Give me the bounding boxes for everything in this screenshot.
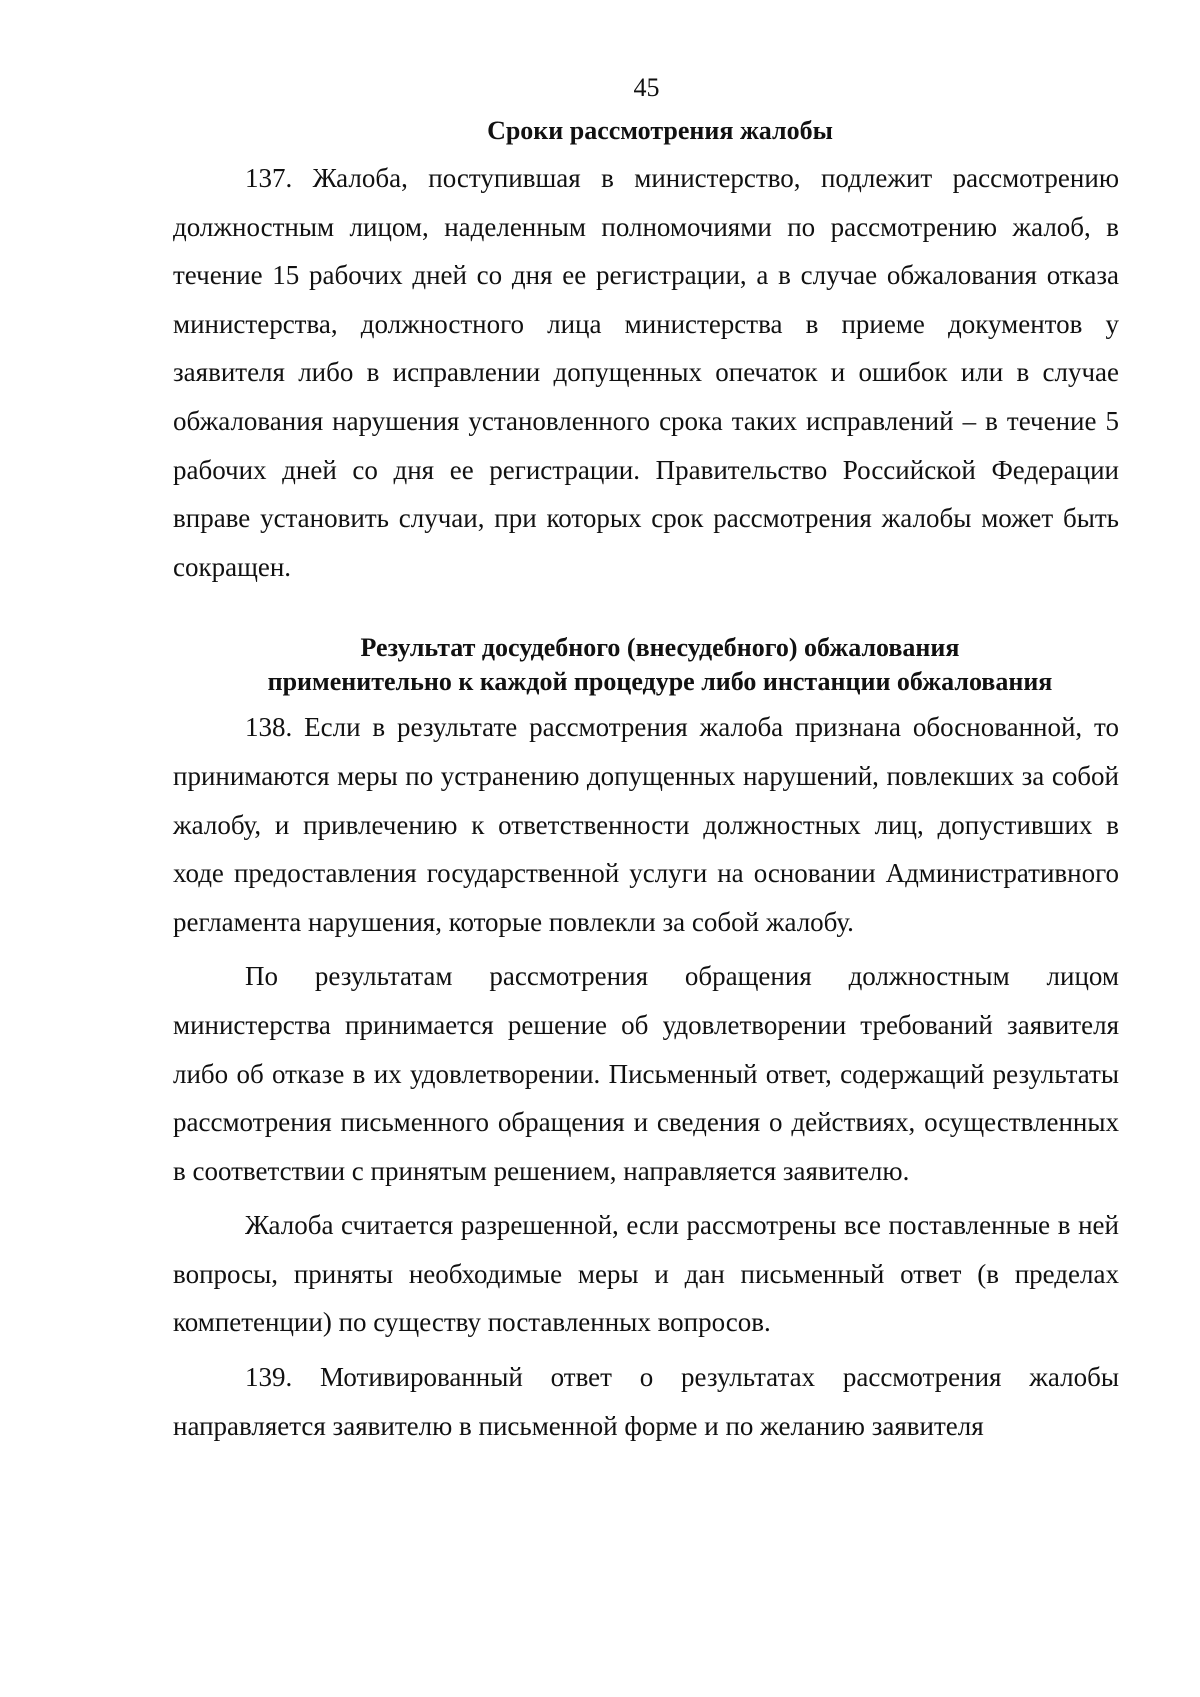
heading-line: Сроки рассмотрения жалобы (487, 116, 833, 145)
paragraph-138: 138. Если в результате рассмотрения жалоба признана обоснованной, то принимаются меры по устранению допущенных нарушений, повлекших за собой жалобу, и привлечению к ответственности должностных лиц, допустивших в ходе предоставления государственной услуги на основании Административного регламента нарушения, которые повлекли за собой жалобу. (173, 712, 1119, 937)
paragraph-complaint-resolved: Жалоба считается разрешенной, если рассмотрены все поставленные в ней вопросы, приняты необходимые меры и дан письменный ответ (в пределах компетенции) по существу поставленных вопросов. (173, 1210, 1119, 1338)
section-heading-review-period (173, 114, 1119, 148)
paragraph-review-results: По результатам рассмотрения обращения должностным лицом министерства принимается решение об удовлетворении требований заявителя либо об отказе в их удовлетворении. Письменный ответ, содержащий результаты рассмотрения письменного обращения и сведения о действиях, осуществленных в соответствии с принятым решением, направляется заявителю. (173, 961, 1119, 1186)
page-number: 45 (633, 73, 660, 102)
paragraph-139: 139. Мотивированный ответ о результатах рассмотрения жалобы направляется заявителю в письменной форме и по желанию заявителя (173, 1362, 1119, 1441)
section-heading-appeal-result (173, 631, 1119, 699)
heading-line-1: Результат досудебного (внесудебного) обжалования (360, 633, 960, 663)
paragraph-137: 137. Жалоба, поступившая в министерство, подлежит рассмотрению должностным лицом, наделенным полномочиями по рассмотрению жалоб, в течение 15 рабочих дней со дня ее регистрации, а в случае обжалования отказа министерства, должностного лица министерства в приеме документов у заявителя либо в исправлении допущенных опечаток и ошибок или в случае обжалования нарушения установленного срока таких исправлений – в течение 5 рабочих дней со дня ее регистрации. Правительство Российской Федерации вправе установить случаи, при которых срок рассмотрения жалобы может быть сокращен. (173, 163, 1119, 582)
heading-line-2: применительно к каждой процедуре либо инстанции обжалования (267, 667, 1053, 697)
document-body (173, 114, 1119, 1450)
